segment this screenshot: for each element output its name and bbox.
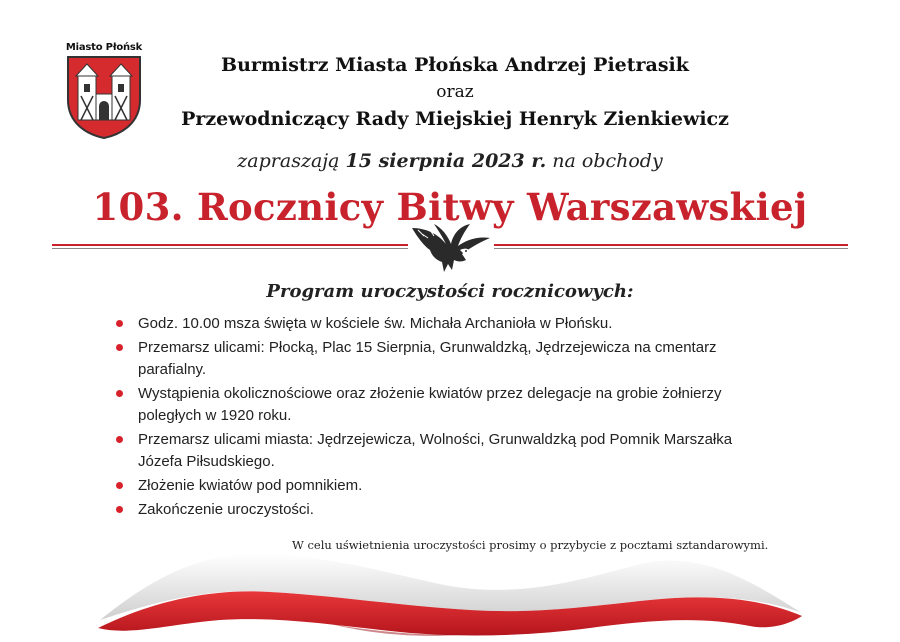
- program-item: Przemarsz ulicami miasta: Jędrzejewicza, Wolności, Grunwaldzką pod Pomnik Marszałka Józefa Piłsudskiego.: [116, 429, 778, 473]
- header-line-council-chair: Przewodniczący Rady Miejskiej Henryk Zienkiewicz: [181, 108, 729, 130]
- program-item: Godz. 10.00 msza święta w kościele św. Michała Archanioła w Płońsku.: [116, 313, 796, 335]
- bullet-icon: [116, 506, 123, 513]
- bullet-icon: [116, 344, 123, 351]
- title-rule-left-thin: [52, 248, 408, 249]
- program-item: Wystąpienia okolicznościowe oraz złożenie kwiatów przez delegacje na grobie żołnierzy poległych w 1920 roku.: [116, 383, 750, 427]
- program-item: Zakończenie uroczystości.: [116, 499, 796, 521]
- bullet-icon: [116, 390, 123, 397]
- invitation-line: [0, 150, 900, 172]
- invite-date: 15 sierpnia 2023 r.: [345, 150, 547, 172]
- bullet-icon: [116, 320, 123, 327]
- invite-suffix: na obchody: [552, 150, 663, 172]
- title-rule-left: [52, 244, 408, 246]
- flag-ribbon-decoration: [0, 540, 900, 642]
- header-line-and: oraz: [436, 82, 474, 102]
- standard-bearers-note: W celu uświetnienia uroczystości prosimy o przybycie z pocztami sztandarowymi.: [292, 538, 769, 552]
- title-rule-right: [494, 244, 848, 246]
- bullet-icon: [116, 482, 123, 489]
- program-item: Złożenie kwiatów pod pomnikiem.: [116, 475, 796, 497]
- program-heading: Program uroczystości rocznicowych:: [266, 281, 634, 302]
- header-line-mayor: Burmistrz Miasta Płońska Andrzej Pietrasik: [221, 54, 689, 76]
- shield-icon: [65, 54, 143, 140]
- city-coat-of-arms: [62, 42, 146, 140]
- event-title: 103. Rocznicy Bitwy Warszawskiej: [92, 185, 808, 229]
- program-item: Przemarsz ulicami: Płocką, Plac 15 Sierpnia, Grunwaldzką, Jędrzejewicza na cmentarz parafialny.: [116, 337, 728, 381]
- logo-label: Miasto Płońsk: [65, 42, 143, 53]
- eagle-icon: [408, 220, 494, 276]
- title-rule-right-thin: [494, 248, 848, 249]
- invite-prefix: zapraszają: [237, 150, 340, 172]
- program-list: [116, 313, 796, 523]
- bullet-icon: [116, 436, 123, 443]
